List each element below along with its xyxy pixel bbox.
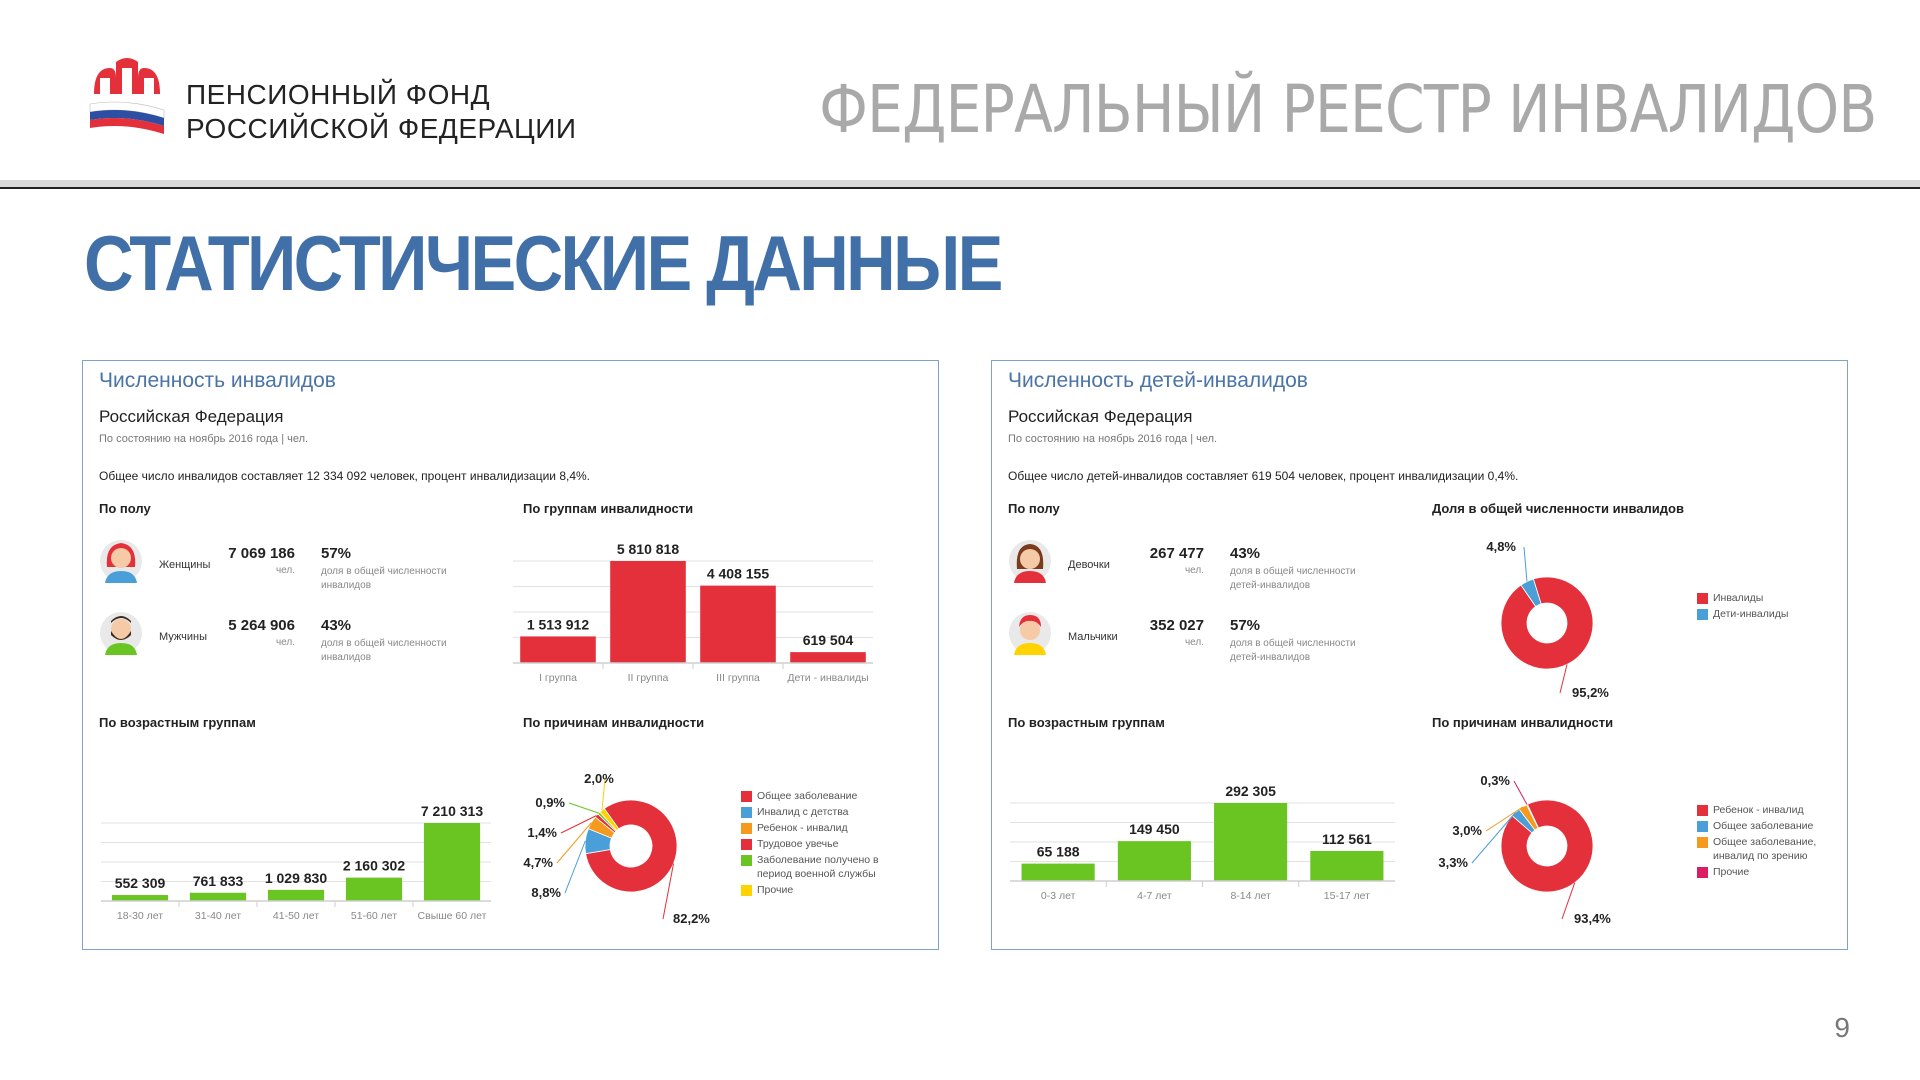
legend-item <box>1697 803 1827 817</box>
bar-1 <box>1022 864 1095 881</box>
legend-swatch <box>741 839 752 850</box>
legend-item <box>741 805 891 819</box>
header-divider-line <box>0 187 1920 189</box>
age-heading: По возрастным группам <box>1008 715 1165 730</box>
legend-swatch <box>1697 593 1708 604</box>
children-panel <box>991 360 1848 950</box>
gender-label: Мальчики <box>1068 631 1118 643</box>
causes-donut-chart <box>1412 751 1622 941</box>
data-label: 65 188 <box>1036 843 1080 860</box>
data-label: 1 029 830 <box>264 869 328 886</box>
gender-unit: чел. <box>275 565 295 576</box>
age-bar-chart <box>101 745 501 935</box>
gender-row-boys <box>1008 609 1358 669</box>
panel-summary: Общее число инвалидов составляет 12 334 092 человек, процент инвалидизации 8,4%. <box>99 469 591 483</box>
tick-label: Дети - инвалиды <box>787 672 869 684</box>
legend-swatch <box>1697 821 1708 832</box>
gender-description: доля в общей численности детей-инвалидов <box>1230 566 1356 591</box>
legend-swatch <box>1697 609 1708 620</box>
age-bar-chart <box>1010 745 1410 925</box>
legend-label: Инвалид с детства <box>757 806 849 818</box>
gender-percent: 57% <box>1230 617 1261 634</box>
leader-line <box>1514 781 1527 805</box>
slice-label: 2,0% <box>584 771 614 786</box>
legend-label: Инвалиды <box>1713 592 1764 604</box>
tick-label: 8-14 лет <box>1230 890 1271 902</box>
tick-label: I группа <box>539 672 577 684</box>
pfr-logo-icon <box>86 54 168 140</box>
data-label: 112 561 <box>1321 830 1372 847</box>
legend-swatch <box>1697 867 1708 878</box>
legend-label: Общее заболевание, инвалид по зрению <box>1713 836 1817 862</box>
leader-line <box>565 841 585 893</box>
bar-3 <box>1214 803 1287 881</box>
data-label: 761 833 <box>192 872 244 889</box>
share-legend <box>1697 591 1827 623</box>
groups-heading: По группам инвалидности <box>523 501 694 516</box>
bar-2 <box>1118 841 1191 881</box>
slice-label: 4,8% <box>1486 539 1516 554</box>
causes-legend <box>1697 803 1827 881</box>
share-donut-chart <box>1412 533 1622 713</box>
leader-line <box>1560 664 1567 693</box>
legend-item <box>1697 835 1827 863</box>
age-heading: По возрастным группам <box>99 715 256 730</box>
legend-item <box>741 789 891 803</box>
legend-item <box>741 883 891 897</box>
tick-label: 4-7 лет <box>1137 890 1172 902</box>
slice-label: 4,7% <box>523 855 553 870</box>
gender-value: 5 264 906 <box>228 617 295 634</box>
boy-avatar-icon <box>1008 609 1052 657</box>
tick-label: 31-40 лет <box>194 910 242 922</box>
share-heading: Доля в общей численности инвалидов <box>1432 501 1684 516</box>
data-label: 7 210 313 <box>420 803 484 819</box>
gender-unit: чел. <box>1184 637 1204 648</box>
slice-label: 8,8% <box>531 885 561 900</box>
panel-subtitle: Российская Федерация <box>1008 407 1193 426</box>
gender-heading: По полу <box>99 501 151 516</box>
data-label: 619 504 <box>802 632 854 649</box>
org-line-2: РОССИЙСКОЙ ФЕДЕРАЦИИ <box>186 113 577 144</box>
legend-swatch <box>741 791 752 802</box>
male-avatar-icon <box>99 609 143 657</box>
panel-title: Численность детей-инвалидов <box>1008 369 1308 392</box>
tick-label: 41-50 лет <box>272 910 320 922</box>
female-avatar-icon <box>99 537 143 585</box>
legend-label: Ребенок - инвалид <box>1713 804 1804 816</box>
gender-row-female <box>99 537 449 597</box>
org-line-1: ПЕНСИОННЫЙ ФОНД <box>186 79 491 110</box>
legend-label: Трудовое увечье <box>757 838 839 850</box>
slice-label: 3,0% <box>1452 823 1482 838</box>
data-label: 4 408 155 <box>706 565 770 582</box>
slice-label: 0,3% <box>1480 773 1510 788</box>
data-label: 2 160 302 <box>342 857 406 874</box>
data-label: 292 305 <box>1225 783 1276 799</box>
header <box>0 0 1920 180</box>
legend-item <box>1697 591 1827 605</box>
gender-percent: 43% <box>1230 545 1261 562</box>
causes-legend <box>741 789 891 899</box>
panel-subtitle: Российская Федерация <box>99 407 284 426</box>
leader-line <box>1524 547 1527 582</box>
registry-title: ФЕДЕРАЛЬНЫЙ РЕЕСТР ИНВАЛИДОВ <box>818 71 1876 148</box>
organization-name <box>186 78 576 146</box>
gender-description: доля в общей численности инвалидов <box>321 638 447 663</box>
gender-label: Женщины <box>159 559 211 571</box>
legend-swatch <box>741 855 752 866</box>
gender-value: 267 477 <box>1149 545 1204 562</box>
panel-summary: Общее число детей-инвалидов составляет 619 504 человек, процент инвалидизации 0,4%. <box>1008 469 1519 483</box>
causes-heading: По причинам инвалидности <box>1432 715 1614 730</box>
panel-date-note: По состоянию на ноябрь 2016 года | чел. <box>1008 433 1218 445</box>
bar-5 <box>424 823 480 901</box>
bar-4 <box>346 878 402 901</box>
legend-swatch <box>741 807 752 818</box>
adults-panel <box>82 360 939 950</box>
legend-label: Ребенок - инвалид <box>757 822 848 834</box>
gender-unit: чел. <box>275 637 295 648</box>
tick-label: 0-3 лет <box>1040 890 1076 902</box>
tick-label: 51-60 лет <box>350 910 398 922</box>
causes-heading: По причинам инвалидности <box>523 715 705 730</box>
page-number: 9 <box>1834 1012 1850 1043</box>
bar-1 <box>520 636 596 663</box>
legend-label: Прочие <box>1713 866 1750 878</box>
bar-2 <box>610 561 686 663</box>
data-label: 1 513 912 <box>526 616 590 633</box>
slice-label: 82,2% <box>673 911 710 926</box>
tick-label: 15-17 лет <box>1323 890 1370 902</box>
legend-swatch <box>741 885 752 896</box>
slice-label: 0,9% <box>535 795 565 810</box>
gender-label: Девочки <box>1068 559 1110 571</box>
data-label: 149 450 <box>1129 821 1180 838</box>
gender-percent: 43% <box>321 617 352 634</box>
legend-label: Общее заболевание <box>757 790 858 802</box>
page-title: СТАТИСТИЧЕСКИЕ ДАННЫЕ <box>84 219 1001 307</box>
gender-label: Мужчины <box>159 631 208 643</box>
tick-label: 18-30 лет <box>116 910 164 922</box>
legend-item <box>1697 607 1827 621</box>
gender-value: 7 069 186 <box>228 545 295 562</box>
bar-1 <box>112 895 168 901</box>
slice-1 <box>1501 577 1593 669</box>
bar-4 <box>790 652 866 663</box>
gender-percent: 57% <box>321 545 352 562</box>
tick-label: Свыше 60 лет <box>417 910 487 922</box>
leader-line <box>569 803 599 813</box>
gender-description: доля в общей численности инвалидов <box>321 566 447 591</box>
legend-item <box>741 837 891 851</box>
legend-swatch <box>1697 837 1708 848</box>
bar-3 <box>268 890 324 901</box>
data-label: 5 810 818 <box>616 541 680 557</box>
causes-donut-chart <box>503 751 713 941</box>
slice-label: 93,4% <box>1574 911 1611 926</box>
legend-item <box>741 853 891 881</box>
bar-4 <box>1310 851 1383 881</box>
legend-label: Дети-инвалиды <box>1713 608 1789 620</box>
legend-label: Общее заболевание <box>1713 820 1814 832</box>
bar-2 <box>190 893 246 901</box>
slice-label: 1,4% <box>527 825 557 840</box>
tick-label: II группа <box>627 672 669 684</box>
gender-value: 352 027 <box>1149 617 1204 634</box>
legend-item <box>741 821 891 835</box>
panel-title: Численность инвалидов <box>99 369 336 392</box>
legend-label: Заболевание получено в период военной службы <box>757 854 879 880</box>
legend-label: Прочие <box>757 884 794 896</box>
tick-label: III группа <box>716 672 760 684</box>
bar-3 <box>700 586 776 663</box>
groups-bar-chart <box>513 531 913 691</box>
legend-item <box>1697 819 1827 833</box>
gender-unit: чел. <box>1184 565 1204 576</box>
gender-row-girls <box>1008 537 1358 597</box>
legend-item <box>1697 865 1827 879</box>
data-label: 552 309 <box>114 875 166 892</box>
gender-description: доля в общей численности детей-инвалидов <box>1230 638 1356 663</box>
slice-label: 95,2% <box>1572 685 1609 700</box>
gender-row-male <box>99 609 449 669</box>
legend-swatch <box>741 823 752 834</box>
panel-date-note: По состоянию на ноябрь 2016 года | чел. <box>99 433 309 445</box>
girl-avatar-icon <box>1008 537 1052 585</box>
slice-label: 3,3% <box>1438 855 1468 870</box>
legend-swatch <box>1697 805 1708 816</box>
gender-heading: По полу <box>1008 501 1060 516</box>
